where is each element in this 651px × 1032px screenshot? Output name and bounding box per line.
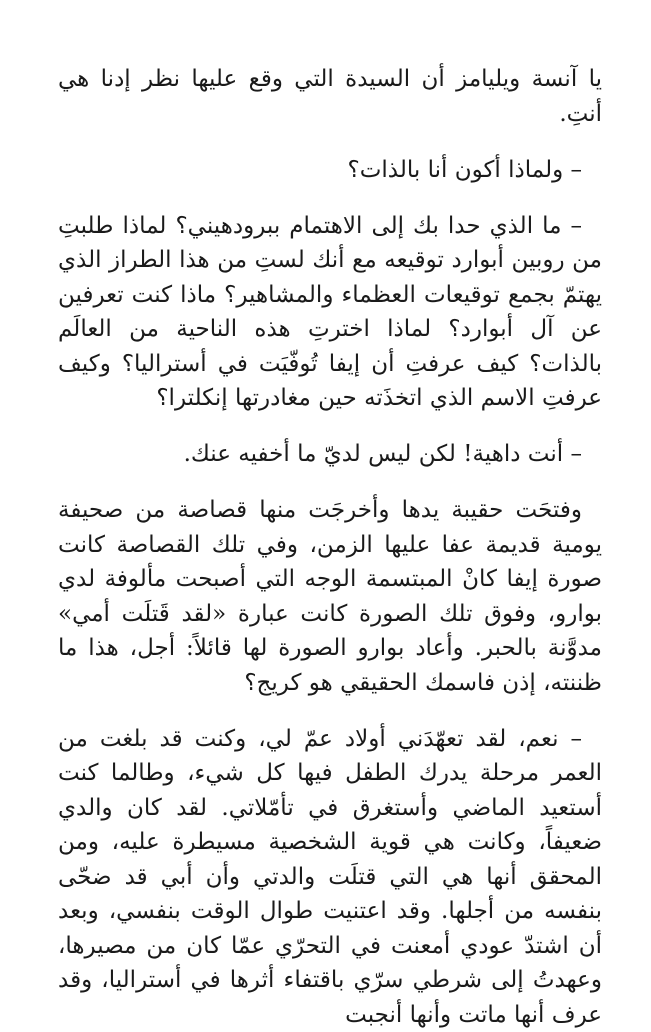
paragraph-5: وفتحَت حقيبة يدها وأخرجَت منها قصاصة من صحيفة يومية قديمة عفا عليها الزمن، وفي تلك القصاصة كانت صورة إيفا كانْ المبتسمة الوجه التي أصبحت مألوفة لدي بوارو، وفوق تلك الصورة كانت عبارة «لقد قَتلَت أمي» مدوَّنة بالحبر. وأعاد بوارو الصورة لها قائلاً: أجل، هذا ما ظننته، إذن فاسمك الحقيقي هو كريج؟ [58, 493, 602, 700]
book-page [58, 62, 602, 1032]
paragraph-2: – ولماذا أكون أنا بالذات؟ [58, 153, 602, 188]
paragraph-6: – نعم، لقد تعهّدَني أولاد عمّ لي، وكنت قد بلغت من العمر مرحلة يدرك الطفل فيها كل شيء، وطالما كنت أستعيد الماضي وأستغرق في تأمّلاتي. لقد كان والدي ضعيفاً، وكانت هي قوية الشخصية مسيطرة عليه، ومن المحقق أنها هي التي قتلَت والدتي وأن أبي قد ضحّى بنفسه من أجلها. وقد اعتنيت طوال الوقت بنفسي، وبعد أن اشتدّ عودي أمعنت في التحرّي عمّا كان من مصيرها، وعهدتُ إلى شرطي سرّي باقتفاء أثرها في أستراليا، وقد عرف أنها ماتت وأنها أنجبت [58, 722, 602, 1032]
paragraph-4: – أنت داهية! لكن ليس لديّ ما أخفيه عنك. [58, 437, 602, 472]
paragraph-1: يا آنسة ويليامز أن السيدة التي وقع عليها نظر إدنا هي أنتِ. [58, 62, 602, 131]
paragraph-3: – ما الذي حدا بك إلى الاهتمام ببرودهيني؟ لماذا طلبتِ من روبين أبوارد توقيعه مع أنك لستِ من هذا الطراز الذي يهتمّ بجمع توقيعات العظماء والمشاهير؟ ماذا كنت تعرفين عن آل أبوارد؟ لماذا اخترتِ هذه الناحية من العالَم بالذات؟ كيف عرفتِ أن إيفا تُوفّيَت في أستراليا؟ وكيف عرفتِ الاسم الذي اتخذَته حين مغادرتها إنكلترا؟ [58, 209, 602, 416]
